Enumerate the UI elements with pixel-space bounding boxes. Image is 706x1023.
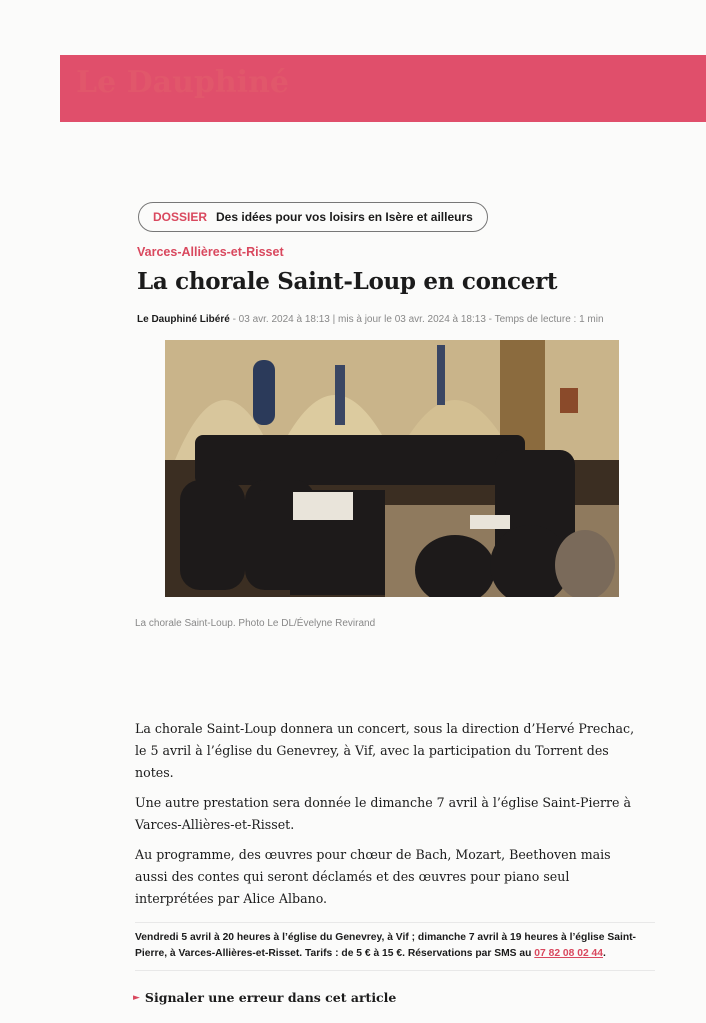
site-logo[interactable]: Le Dauphiné [76, 65, 289, 100]
site-header [60, 55, 706, 122]
article-category[interactable]: Varces-Allières-et-Risset [137, 245, 284, 259]
dossier-label: Des idées pour vos loisirs en Isère et ailleurs [216, 210, 473, 224]
triangle-right-icon: ► [133, 992, 140, 1003]
divider [135, 970, 655, 971]
article-title: La chorale Saint-Loup en concert [137, 268, 558, 295]
article-meta [137, 314, 604, 325]
report-error-label: Signaler une erreur dans cet article [144, 990, 397, 1005]
paragraph: La chorale Saint-Loup donnera un concert, sous la direction d’Hervé Prechac, le 5 avril à l’église du Genevrey, à Vif, avec la participation du Torrent des notes. [135, 721, 635, 780]
article-dates: - 03 avr. 2024 à 18:13 | mis à jour le 03 avr. 2024 à 18:13 - Temps de lecture : 1 min [229, 314, 604, 325]
paragraph: Au programme, des œuvres pour chœur de Bach, Mozart, Beethoven mais aussi des contes qui seront déclamés et des œuvres pour piano seul interprétées par Alice Albano. [135, 847, 611, 906]
article-photo [165, 340, 619, 597]
divider [135, 922, 655, 923]
event-info [135, 930, 655, 962]
report-error-link[interactable] [133, 990, 396, 1005]
photo-caption: La chorale Saint-Loup. Photo Le DL/Évelyne Revirand [135, 618, 376, 629]
event-info-text: Vendredi 5 avril à 20 heures à l’église du Genevrey, à Vif ; dimanche 7 avril à 19 heures à l’église Saint-Pierre, à Varces-Allières-et-Risset. Tarifs : de 5 € à 15 €. Réservations par SMS au [135, 932, 636, 959]
dossier-link[interactable] [138, 202, 488, 232]
paragraph: Une autre prestation sera donnée le dimanche 7 avril à l’église Saint-Pierre à Varces-Allières-et-Risset. [135, 795, 631, 832]
event-info-end: . [603, 948, 606, 959]
article-body [135, 718, 645, 918]
phone-link[interactable]: 07 82 08 02 44 [534, 948, 604, 959]
article-source: Le Dauphiné Libéré [137, 314, 230, 325]
dossier-tag: DOSSIER [153, 210, 208, 224]
